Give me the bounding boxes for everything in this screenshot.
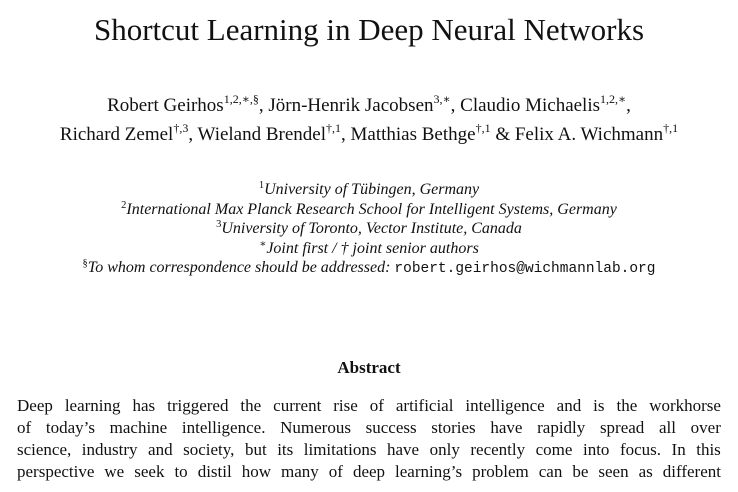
abstract-word: success bbox=[365, 418, 417, 437]
affiliation-marker: ∗ bbox=[259, 238, 267, 250]
abstract-word: In bbox=[671, 440, 686, 459]
abstract-word: as bbox=[638, 462, 653, 481]
abstract-word: recently bbox=[470, 440, 526, 459]
joint-authorship-note bbox=[0, 239, 738, 259]
author-name: Robert Geirhos bbox=[107, 95, 224, 116]
abstract-word: learning bbox=[64, 396, 121, 415]
abstract-word: of bbox=[17, 418, 32, 437]
author-superscript: 1,2,∗ bbox=[600, 92, 627, 106]
abstract-line bbox=[17, 417, 721, 439]
abstract-word: and bbox=[556, 396, 582, 415]
abstract-word: perspective bbox=[17, 462, 95, 481]
abstract-word: of bbox=[369, 396, 384, 415]
abstract-word: can bbox=[538, 462, 563, 481]
affiliation bbox=[0, 219, 738, 239]
abstract-word: rise bbox=[333, 396, 358, 415]
abstract-line bbox=[17, 439, 721, 461]
affiliation bbox=[0, 180, 738, 200]
abstract-word: but bbox=[244, 440, 267, 459]
author-separator: , bbox=[626, 95, 631, 116]
abstract-word: have bbox=[387, 440, 420, 459]
abstract-word: science, bbox=[17, 440, 72, 459]
author-superscript: †,3 bbox=[173, 121, 189, 135]
author-superscript: †,1 bbox=[663, 121, 679, 135]
abstract-word: only bbox=[429, 440, 460, 459]
affiliation bbox=[0, 200, 738, 220]
abstract-word: problem bbox=[472, 462, 529, 481]
abstract-word: Numerous bbox=[280, 418, 351, 437]
abstract-body bbox=[17, 395, 721, 483]
abstract-word: Deep bbox=[17, 396, 53, 415]
abstract-word: into bbox=[582, 440, 610, 459]
abstract-word: artificial bbox=[395, 396, 454, 415]
abstract-word: triggered bbox=[167, 396, 229, 415]
abstract-word: and bbox=[148, 440, 173, 459]
abstract-word: limitations bbox=[303, 440, 377, 459]
abstract-word: is bbox=[593, 396, 605, 415]
abstract-word: distil bbox=[197, 462, 232, 481]
author-separator: , bbox=[450, 95, 461, 116]
abstract-word: come bbox=[535, 440, 573, 459]
author-separator: & bbox=[490, 124, 515, 145]
author-name: Felix A. Wichmann bbox=[514, 124, 664, 145]
affiliation-marker: 3 bbox=[216, 219, 222, 230]
abstract-word: machine bbox=[109, 418, 168, 437]
abstract-word: the bbox=[616, 396, 638, 415]
author-line-2 bbox=[0, 122, 738, 148]
affiliation-marker: 1 bbox=[258, 180, 265, 191]
author-name: Richard Zemel bbox=[59, 124, 174, 145]
abstract-line bbox=[17, 395, 721, 417]
affiliation-text: International Max Planck Research School for Intelligent Systems, Germany bbox=[126, 200, 617, 218]
author-superscript: 1,2,∗,§ bbox=[223, 92, 259, 106]
author-name: Claudio Michaelis bbox=[460, 95, 601, 116]
abstract-word: current bbox=[273, 396, 322, 415]
author-superscript: †,1 bbox=[475, 121, 491, 135]
abstract-word: many bbox=[280, 462, 319, 481]
author-separator: , bbox=[188, 124, 198, 145]
abstract-word: the bbox=[240, 396, 262, 415]
abstract-word: stories bbox=[431, 418, 476, 437]
author-superscript: †,1 bbox=[326, 121, 342, 135]
author-line-1 bbox=[0, 93, 738, 119]
abstract-word: have bbox=[490, 418, 523, 437]
abstract-word: over bbox=[690, 418, 721, 437]
abstract-word: of bbox=[328, 462, 343, 481]
abstract-word: rapidly bbox=[537, 418, 586, 437]
abstract-word: all bbox=[658, 418, 676, 437]
abstract-word: be bbox=[572, 462, 589, 481]
affiliations bbox=[0, 180, 738, 280]
abstract-word: industry bbox=[81, 440, 138, 459]
author-name: Jörn-Henrik Jacobsen bbox=[268, 95, 434, 116]
abstract-word: intelligence bbox=[465, 396, 545, 415]
abstract-word: to bbox=[174, 462, 188, 481]
affiliation-text: Joint first / † joint senior authors bbox=[266, 239, 479, 257]
paper-title: Shortcut Learning in Deep Neural Networks bbox=[93, 12, 645, 47]
author-separator: , bbox=[341, 124, 351, 145]
abstract-word: today’s bbox=[45, 418, 95, 437]
abstract-word: seek bbox=[134, 462, 165, 481]
abstract-word: seen bbox=[598, 462, 629, 481]
abstract-word: different bbox=[662, 462, 721, 481]
abstract-word: deep bbox=[352, 462, 386, 481]
abstract-word: this bbox=[696, 440, 721, 459]
abstract-word: workhorse bbox=[649, 396, 721, 415]
abstract-word: intelligence. bbox=[181, 418, 266, 437]
affiliation-text: University of Tübingen, Germany bbox=[264, 181, 480, 198]
abstract-word: learning’s bbox=[395, 462, 463, 481]
author-superscript: 3,∗ bbox=[433, 92, 451, 106]
correspondence-email[interactable]: robert.geirhos@wichmannlab.org bbox=[394, 261, 656, 277]
abstract-word: society, bbox=[183, 440, 235, 459]
abstract-heading: Abstract bbox=[337, 358, 401, 377]
affiliation-marker: § bbox=[82, 258, 88, 269]
affiliation-marker: 2 bbox=[121, 199, 127, 211]
abstract-word: focus. bbox=[619, 440, 662, 459]
affiliation-text: University of Toronto, Vector Institute, Canada bbox=[221, 220, 522, 237]
abstract-line bbox=[17, 461, 721, 483]
abstract-word: has bbox=[132, 396, 156, 415]
abstract-word: its bbox=[277, 440, 294, 459]
author-separator: , bbox=[258, 95, 269, 116]
author-name: Matthias Bethge bbox=[350, 124, 476, 145]
affiliation-text: To whom correspondence should be addressed: bbox=[87, 259, 395, 276]
author-name: Wieland Brendel bbox=[197, 124, 327, 145]
correspondence-note bbox=[0, 258, 738, 280]
abstract-word: spread bbox=[599, 418, 645, 437]
abstract-word: how bbox=[241, 462, 271, 481]
abstract-word: we bbox=[104, 462, 125, 481]
